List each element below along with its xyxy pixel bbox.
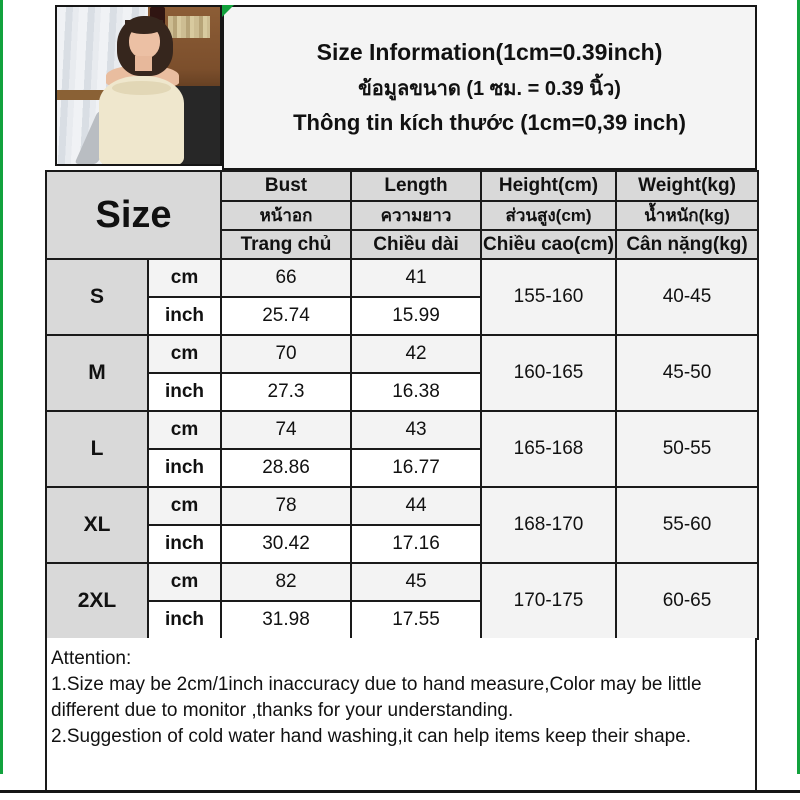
weight-range: 55-60 [616, 487, 758, 563]
bust-inch-value: 25.74 [221, 297, 351, 335]
unit-cm: cm [148, 411, 221, 449]
title-thai: ข้อมูลขนาด (1 ซม. = 0.39 นิ้ว) [358, 78, 621, 100]
header-bust-th: หน้าอก [221, 201, 351, 230]
title-english: Size Information(1cm=0.39inch) [316, 39, 663, 65]
height-range: 165-168 [481, 411, 616, 487]
length-cm-value: 43 [351, 411, 481, 449]
unit-inch: inch [148, 601, 221, 639]
bust-inch-value: 28.86 [221, 449, 351, 487]
size-label-m: M [46, 335, 148, 411]
height-range: 155-160 [481, 259, 616, 335]
size-table [45, 170, 759, 640]
bust-cm-value: 82 [221, 563, 351, 601]
bust-cm-value: 70 [221, 335, 351, 373]
table-row [46, 411, 758, 449]
bust-cm-value: 78 [221, 487, 351, 525]
header-bust-vi: Trang chủ [221, 230, 351, 259]
attention-heading: Attention: [51, 648, 132, 669]
weight-range: 50-55 [616, 411, 758, 487]
size-label-s: S [46, 259, 148, 335]
size-corner-header: Size [46, 171, 221, 259]
unit-inch: inch [148, 297, 221, 335]
header-height-en: Height(cm) [481, 171, 616, 201]
table-row [46, 487, 758, 525]
length-inch-value: 15.99 [351, 297, 481, 335]
model-neck [135, 56, 151, 72]
attention-note-1: 1.Size may be 2cm/1inch inaccuracy due to hand measure,Color may be little different due to monitor ,thanks for your understanding. [51, 674, 702, 721]
length-inch-value: 16.38 [351, 373, 481, 411]
title-block [222, 5, 757, 170]
left-green-guide-line [0, 0, 3, 774]
length-inch-value: 16.77 [351, 449, 481, 487]
length-cm-value: 44 [351, 487, 481, 525]
title-vietnamese: Thông tin kích thước (1cm=0,39 inch) [293, 110, 686, 135]
weight-range: 40-45 [616, 259, 758, 335]
header-weight-en: Weight(kg) [616, 171, 758, 201]
size-label-2xl: 2XL [46, 563, 148, 639]
bust-inch-value: 31.98 [221, 601, 351, 639]
unit-cm: cm [148, 563, 221, 601]
unit-cm: cm [148, 259, 221, 297]
model-photo [55, 5, 222, 166]
dress-neckline [112, 81, 171, 95]
header-height-th: ส่วนสูง(cm) [481, 201, 616, 230]
length-inch-value: 17.55 [351, 601, 481, 639]
weight-range: 60-65 [616, 563, 758, 639]
height-range: 160-165 [481, 335, 616, 411]
bust-inch-value: 30.42 [221, 525, 351, 563]
books [168, 16, 210, 38]
length-cm-value: 45 [351, 563, 481, 601]
unit-inch: inch [148, 373, 221, 411]
height-range: 170-175 [481, 563, 616, 639]
attention-notes [45, 638, 757, 790]
bust-cm-value: 66 [221, 259, 351, 297]
unit-inch: inch [148, 525, 221, 563]
table-row [46, 335, 758, 373]
unit-cm: cm [148, 487, 221, 525]
size-label-l: L [46, 411, 148, 487]
length-cm-value: 42 [351, 335, 481, 373]
unit-inch: inch [148, 449, 221, 487]
header-height-vi: Chiều cao(cm) [481, 230, 616, 259]
attention-note-2: 2.Suggestion of cold water hand washing,it can help items keep their shape. [51, 726, 692, 747]
header-length-vi: Chiều dài [351, 230, 481, 259]
size-label-xl: XL [46, 487, 148, 563]
header-weight-vi: Cân nặng(kg) [616, 230, 758, 259]
model-bangs [125, 20, 162, 34]
header-weight-th: น้ำหนัก(kg) [616, 201, 758, 230]
bust-cm-value: 74 [221, 411, 351, 449]
header-length-en: Length [351, 171, 481, 201]
weight-range: 45-50 [616, 335, 758, 411]
green-corner-icon [222, 5, 234, 17]
bust-inch-value: 27.3 [221, 373, 351, 411]
length-cm-value: 41 [351, 259, 481, 297]
height-range: 168-170 [481, 487, 616, 563]
table-row [46, 259, 758, 297]
bottom-divider [0, 790, 800, 793]
unit-cm: cm [148, 335, 221, 373]
header-length-th: ความยาว [351, 201, 481, 230]
header-bust-en: Bust [221, 171, 351, 201]
length-inch-value: 17.16 [351, 525, 481, 563]
table-row [46, 563, 758, 601]
